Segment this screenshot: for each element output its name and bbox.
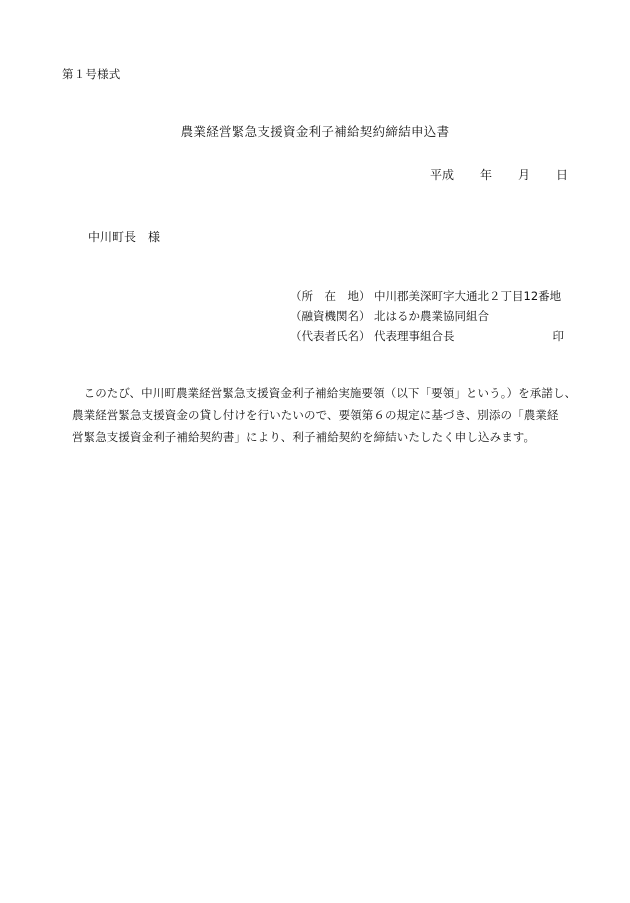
date-era: 平成 — [429, 168, 454, 182]
date-line — [430, 166, 568, 183]
date-month: 月 — [517, 168, 530, 182]
institution-label: （融資機関名） — [290, 309, 371, 323]
representative-value: 代表理事組合長 — [374, 329, 455, 343]
document-title: 農業経営緊急支援資金利子補給契約締結申込書 — [180, 124, 450, 139]
applicant-block — [290, 286, 580, 346]
body-line: 営緊急支援資金利子補給契約書」により、利子補給契約を締結いたしたく申し込みます。 — [72, 430, 536, 444]
address-label: （所 在 地） — [290, 289, 371, 303]
applicant-representative-row — [290, 326, 580, 346]
body-line: 農業経営緊急支援資金の貸し付けを行いたいので、要領第６の規定に基づき、別添の「農業経 — [72, 408, 559, 422]
address-value: 中川郡美深町字大通北２丁目12番地 — [374, 289, 562, 303]
applicant-institution-row — [290, 306, 580, 326]
body-paragraph — [72, 382, 577, 448]
representative-label: （代表者氏名） — [290, 329, 371, 343]
date-day: 日 — [555, 168, 568, 182]
seal-mark: 印 — [552, 329, 564, 343]
applicant-address-row — [290, 286, 580, 306]
institution-value: 北はるか農業協同組合 — [374, 309, 489, 323]
body-line: このたび、中川町農業経営緊急支援資金利子補給実施要領（以下「要領」という。）を承諾し、 — [72, 386, 577, 400]
date-year: 年 — [479, 168, 492, 182]
form-number: 第１号様式 — [62, 67, 121, 81]
addressee: 中川町長 様 — [88, 230, 161, 244]
